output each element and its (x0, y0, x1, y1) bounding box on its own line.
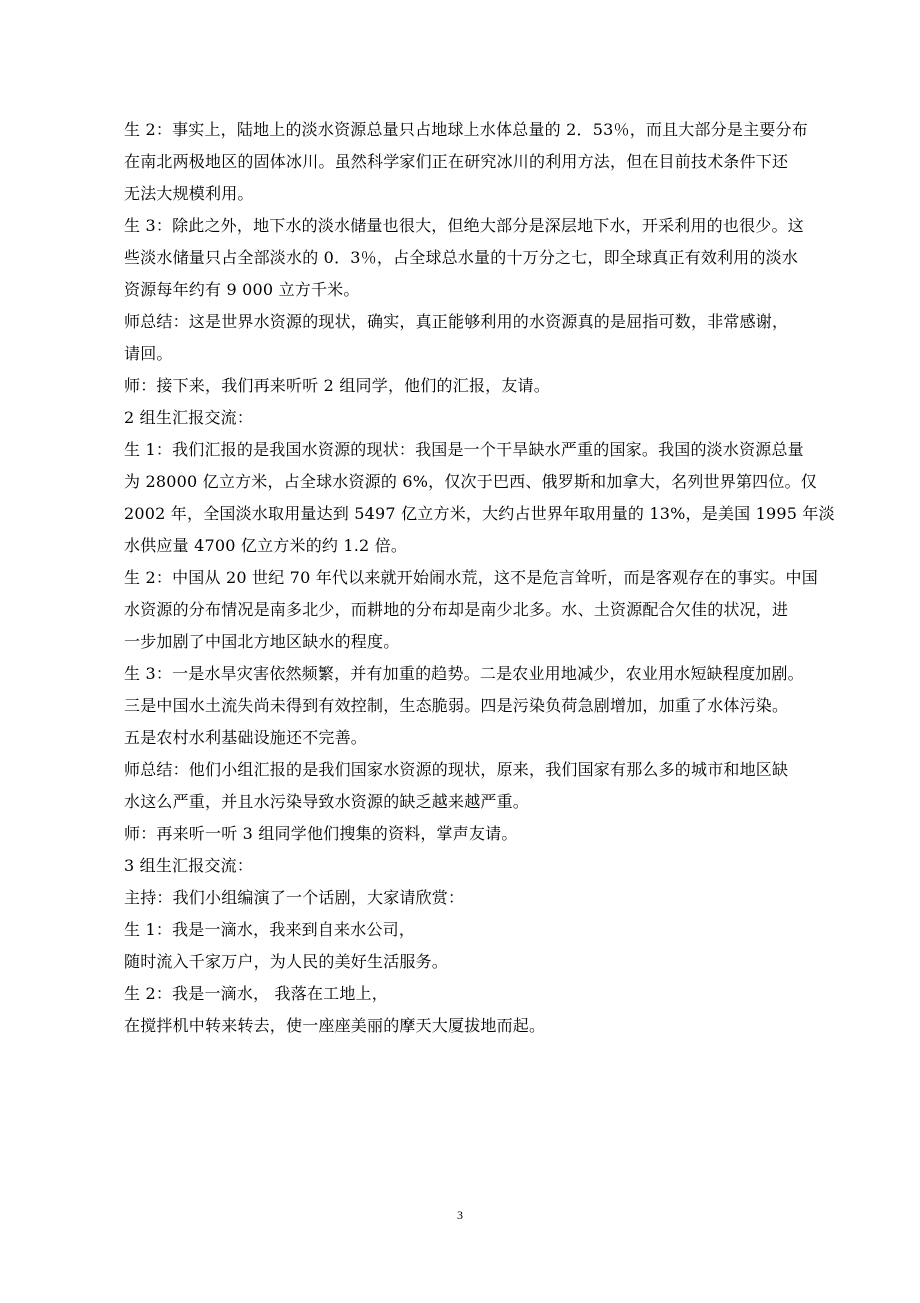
text-line: 一步加剧了中国北方地区缺水的程度。 (124, 632, 400, 651)
text-line: 生 2：我是一滴水， 我落在工地上， (124, 984, 388, 1003)
text-line: 生 1：我是一滴水，我来到自来水公司， (124, 920, 416, 939)
document-body (124, 114, 835, 1042)
text-line: 五是农村水利基础设施还不完善。 (124, 728, 368, 747)
text-line: 在搅拌机中转来转去，使一座座美丽的摩天大厦拔地而起。 (124, 1016, 546, 1035)
text-line: 水这么严重，并且水污染导致水资源的缺乏越来越严重。 (124, 792, 530, 811)
text-line: 主持：我们小组编演了一个话剧，大家请欣赏： (124, 888, 465, 907)
text-line: 师：再来听一听 3 组同学他们搜集的资料，掌声友请。 (124, 824, 518, 843)
text-line: 2 组生汇报交流： (124, 408, 254, 427)
text-line: 无法大规模利用。 (124, 184, 254, 203)
text-line: 为 28000 亿立方米，占全球水资源的 6%，仅次于巴西、俄罗斯和加拿大，名列世界第四位。仅 (124, 472, 817, 491)
text-line: 在南北两极地区的固体冰川。虽然科学家们正在研究冰川的利用方法，但在目前技术条件下还 (124, 152, 789, 171)
text-line: 请回。 (124, 344, 173, 363)
text-line: 些淡水储量只占全部淡水的 0．3％，占全球总水量的十万分之七，即全球真正有效利用的淡水 (124, 248, 799, 267)
page-number: 3 (457, 1208, 463, 1222)
text-line: 生 2：事实上，陆地上的淡水资源总量只占地球上水体总量的 2．53％，而且大部分是主要分布 (124, 120, 808, 139)
text-line: 生 2：中国从 20 世纪 70 年代以来就开始闹水荒，这不是危言耸听，而是客观存在的事实。中国 (124, 568, 818, 587)
text-line: 随时流入千家万户，为人民的美好生活服务。 (124, 952, 449, 971)
text-line: 3 组生汇报交流： (124, 856, 254, 875)
text-line: 师总结：他们小组汇报的是我们国家水资源的现状，原来，我们国家有那么多的城市和地区缺 (124, 760, 789, 779)
text-line: 三是中国水土流失尚未得到有效控制，生态脆弱。四是污染负荷急剧增加，加重了水体污染。 (124, 696, 789, 715)
text-line: 水资源的分布情况是南多北少，而耕地的分布却是南少北多。水、土资源配合欠佳的状况，进 (124, 600, 789, 619)
text-line: 师：接下来，我们再来听听 2 组同学，他们的汇报，友请。 (124, 376, 550, 395)
text-line: 资源每年约有 9 000 立方千米。 (124, 280, 360, 299)
text-line: 2002 年，全国淡水取用量达到 5497 亿立方米，大约占世界年取用量的 13%，是美国 1995 年淡 (124, 504, 835, 523)
text-line: 师总结：这是世界水资源的现状，确实，真正能够利用的水资源真的是屈指可数，非常感谢， (124, 312, 789, 331)
text-line: 生 3：除此之外，地下水的淡水储量也很大，但绝大部分是深层地下水，开采利用的也很少。这 (124, 216, 804, 235)
text-line: 水供应量 4700 亿立方米的约 1.2 倍。 (124, 536, 408, 555)
text-line: 生 1：我们汇报的是我国水资源的现状：我国是一个干旱缺水严重的国家。我国的淡水资源总量 (124, 440, 804, 459)
text-line: 生 3：一是水旱灾害依然频繁，并有加重的趋势。二是农业用地减少，农业用水短缺程度加剧。 (124, 664, 804, 683)
